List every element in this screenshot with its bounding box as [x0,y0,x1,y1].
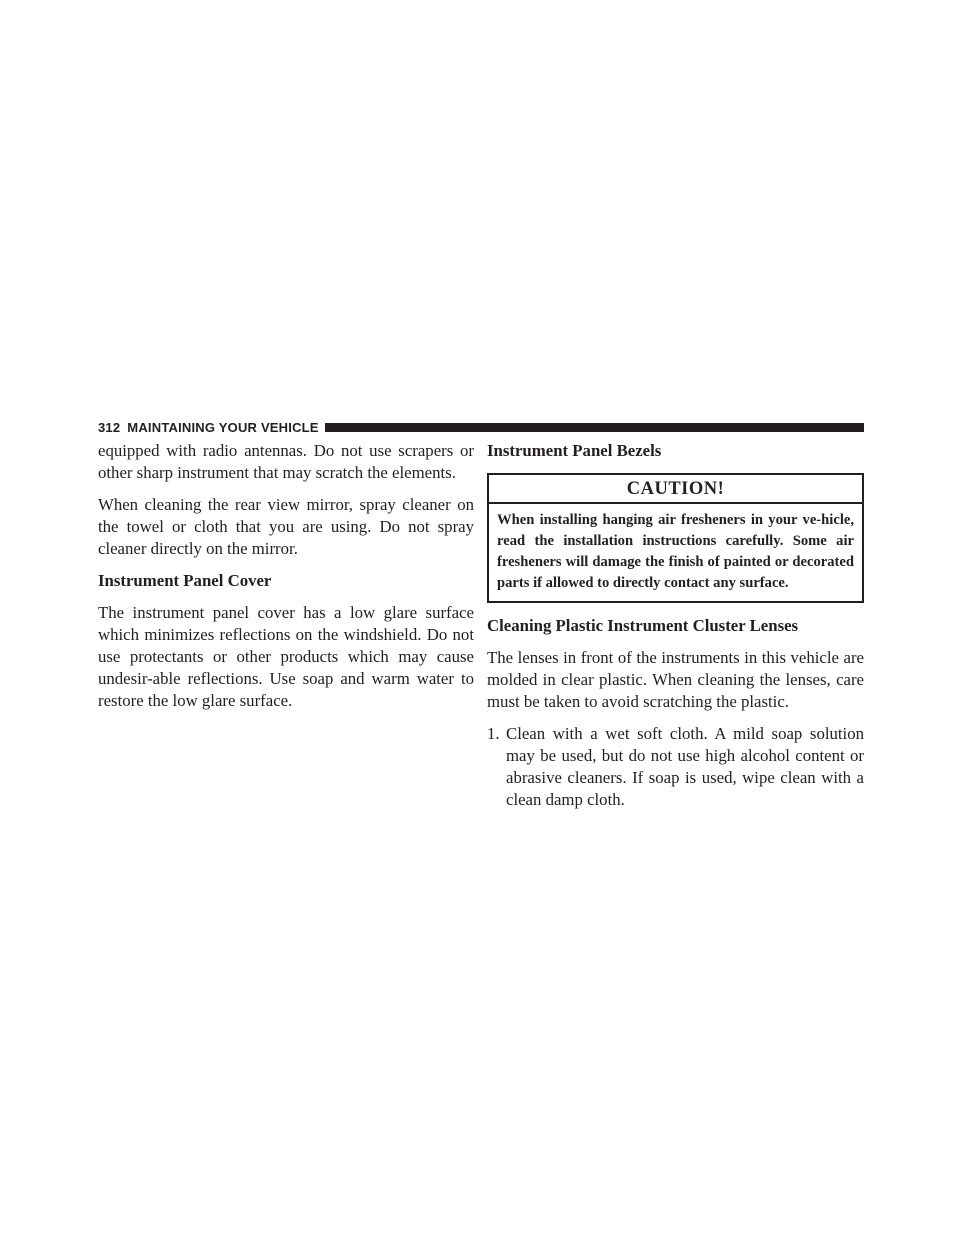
section-heading: Cleaning Plastic Instrument Cluster Lenses [487,616,799,635]
list-number: 1. [487,724,500,743]
right-column [487,440,864,811]
page-header [98,417,864,437]
caution-title: CAUTION! [489,475,862,504]
section-heading: Instrument Panel Cover [98,571,272,590]
section-title: MAINTAINING YOUR VEHICLE [127,419,319,435]
left-column [98,440,474,722]
list-item [487,723,864,811]
paragraph: equipped with radio antennas. Do not use scrapers or other sharp instrument that may scratch the elements. [98,441,474,482]
page-number: 312 [98,419,121,435]
caution-text: When installing hanging air fresheners in your ve-hicle, read the installation instructions carefully. Some air fresheners will damage the finish of painted or decorated parts if allowed to directly contact any surface. [497,512,854,591]
section-heading: Instrument Panel Bezels [487,441,662,460]
header-rule [325,423,864,432]
paragraph: The lenses in front of the instruments in this vehicle are molded in clear plastic. When cleaning the lenses, care must be taken to avoid scratching the plastic. [487,648,864,711]
paragraph: The instrument panel cover has a low glare surface which minimizes reflections on the windshield. Do not use protectants or other products which may cause undesir-able reflections. Use soap and warm water to restore the low glare surface. [98,603,474,710]
paragraph: When cleaning the rear view mirror, spray cleaner on the towel or cloth that you are using. Do not spray cleaner directly on the mirror. [98,495,474,558]
list-text: Clean with a wet soft cloth. A mild soap solution may be used, but do not use high alcohol content or abrasive cleaners. If soap is used, wipe clean with a clean damp cloth. [506,724,864,809]
caution-box [487,473,864,603]
